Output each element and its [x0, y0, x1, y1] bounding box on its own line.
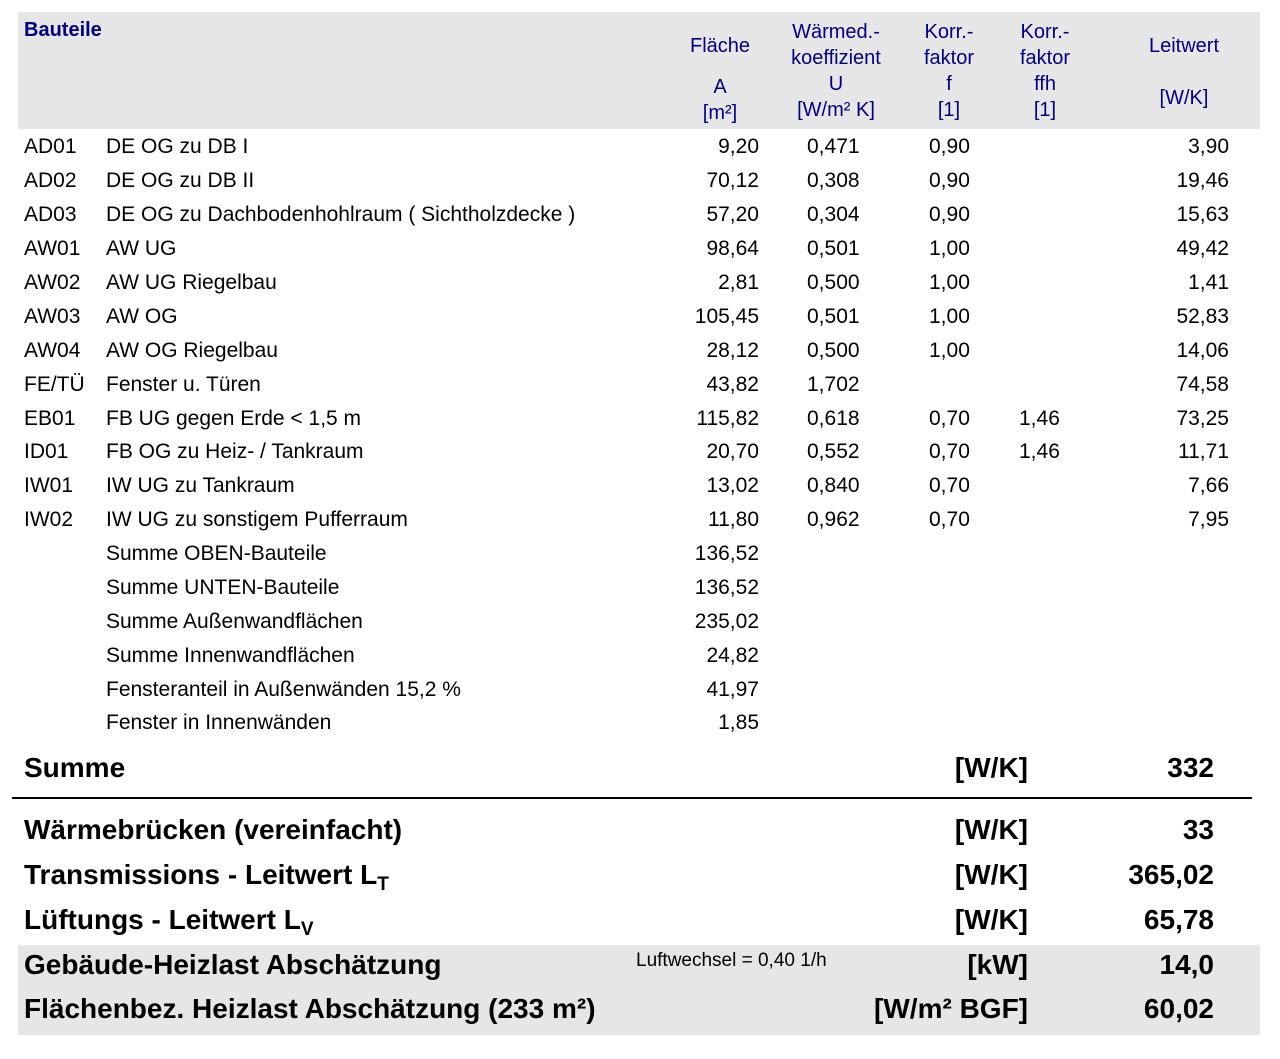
- flaechenbez-label: Flächenbez. Heizlast Abschätzung (233 m²): [24, 993, 596, 1024]
- lueftung-unit: [W/K]: [954, 904, 1028, 935]
- row-leitwert: 52,83: [1176, 305, 1229, 328]
- row-name: AW OG Riegelbau: [106, 339, 278, 362]
- lueftung-label: [24, 904, 314, 940]
- row-u: 0,552: [807, 440, 860, 463]
- row-f: 0,70: [929, 440, 970, 463]
- divider-line: [12, 797, 1252, 799]
- row-f: 0,90: [929, 135, 970, 158]
- row-code: IW01: [24, 474, 74, 497]
- row-f: 1,00: [929, 339, 970, 362]
- row-f: 1,00: [929, 305, 970, 328]
- header-f: [908, 19, 990, 123]
- row-leitwert: 15,63: [1176, 203, 1229, 226]
- header-ffh-symbol: ffh: [1034, 73, 1056, 95]
- row-u: 0,840: [807, 474, 860, 497]
- row-u: 0,501: [807, 237, 860, 260]
- row-u: 0,308: [807, 169, 860, 192]
- row-area: 9,20: [718, 135, 759, 158]
- row-ffh: 1,46: [1019, 440, 1060, 463]
- row-area: 2,81: [718, 271, 759, 294]
- row-leitwert: 7,95: [1188, 508, 1229, 531]
- row-leitwert: 7,66: [1188, 474, 1229, 497]
- header-u-label1: Wärmed.-: [792, 21, 880, 43]
- heizlast-label: Gebäude-Heizlast Abschätzung: [24, 949, 442, 980]
- row-f: 0,90: [929, 203, 970, 226]
- subtotal-area: 24,82: [706, 644, 759, 667]
- waermebruecken-unit: [W/K]: [954, 814, 1028, 845]
- row-leitwert: 49,42: [1176, 237, 1229, 260]
- row-leitwert: 11,71: [1178, 440, 1229, 463]
- row-code: AW03: [24, 305, 81, 328]
- row-area: 115,82: [696, 407, 759, 430]
- header-ffh-label2: faktor: [1019, 47, 1071, 69]
- subtotal-row: [0, 673, 1280, 707]
- row-u: 0,304: [807, 203, 860, 226]
- flaechenbez-value: 60,02: [1143, 993, 1214, 1024]
- subtotal-row: [0, 571, 1280, 605]
- row-code: AW02: [24, 271, 81, 294]
- row-code: AW01: [24, 237, 81, 260]
- header-f-label2: faktor: [923, 47, 975, 69]
- table-row: [0, 469, 1280, 503]
- row-code: AD01: [24, 135, 77, 158]
- table-row: [0, 435, 1280, 469]
- row-code: FE/TÜ: [24, 373, 85, 396]
- header-title: Bauteile: [24, 19, 102, 41]
- row-u: 0,500: [807, 339, 860, 362]
- subtotal-row: [0, 605, 1280, 639]
- row-name: IW UG zu sonstigem Pufferraum: [106, 508, 408, 531]
- row-area: 105,45: [694, 305, 759, 328]
- subtotal-row: [0, 639, 1280, 673]
- row-leitwert: 1,41: [1188, 271, 1229, 294]
- subtotal-area: 1,85: [718, 711, 759, 734]
- subtotal-name: Summe Innenwandflächen: [106, 644, 355, 667]
- row-name: DE OG zu DB II: [106, 169, 255, 192]
- row-name: AW UG Riegelbau: [106, 271, 277, 294]
- row-ffh: 1,46: [1019, 407, 1060, 430]
- row-name: IW UG zu Tankraum: [106, 474, 295, 497]
- row-u: 0,471: [807, 135, 860, 158]
- lueftung-value: 65,78: [1143, 904, 1214, 935]
- row-f: 0,70: [929, 407, 970, 430]
- row-area: 20,70: [706, 440, 759, 463]
- row-name: AW OG: [106, 305, 178, 328]
- table-row: [0, 232, 1280, 266]
- row-code: ID01: [24, 440, 69, 463]
- row-f: 0,90: [929, 169, 970, 192]
- transmission-label: [24, 859, 389, 895]
- subtotal-name: Summe OBEN-Bauteile: [106, 542, 327, 565]
- row-leitwert: 74,58: [1176, 373, 1229, 396]
- row-area: 57,20: [706, 203, 759, 226]
- header-f-label1: Korr.-: [924, 21, 974, 43]
- row-u: 0,500: [807, 271, 860, 294]
- row-u: 1,702: [807, 373, 860, 396]
- row-name: FB OG zu Heiz- / Tankraum: [106, 440, 364, 463]
- row-f: 0,70: [929, 508, 970, 531]
- header-u-unit: [W/m² K]: [797, 99, 875, 121]
- subtotal-name: Fenster in Innenwänden: [106, 711, 332, 734]
- subtotal-area: 136,52: [694, 576, 759, 599]
- transmission-value: 365,02: [1128, 859, 1214, 890]
- row-code: AD03: [24, 203, 77, 226]
- table-row: [0, 130, 1280, 164]
- row-area: 43,82: [706, 373, 759, 396]
- header-ffh: [1004, 19, 1086, 123]
- header-f-unit: [1]: [937, 99, 961, 121]
- row-name: DE OG zu Dachbodenhohlraum ( Sichtholzdecke ): [106, 203, 576, 226]
- table-row: [0, 334, 1280, 368]
- waermebruecken-value: 33: [1182, 814, 1214, 845]
- header-leitwert: [1126, 33, 1242, 111]
- subtotal-area: 136,52: [694, 542, 759, 565]
- row-code: IW02: [24, 508, 74, 531]
- header-leitwert-label: Leitwert: [1148, 35, 1220, 57]
- header-area-unit: [m²]: [702, 102, 738, 124]
- row-code: AD02: [24, 169, 77, 192]
- row-u: 0,962: [807, 508, 860, 531]
- subtotal-area: 41,97: [706, 678, 759, 701]
- row-leitwert: 19,46: [1176, 169, 1229, 192]
- subtotal-row: [0, 537, 1280, 571]
- table-row: [0, 198, 1280, 232]
- subtotal-name: Summe UNTEN-Bauteile: [106, 576, 340, 599]
- transmission-label-text: Transmissions - Leitwert L: [24, 859, 378, 890]
- row-name: FB UG gegen Erde < 1,5 m: [106, 407, 362, 430]
- subtotal-name: Fensteranteil in Außenwänden 15,2 %: [106, 678, 461, 701]
- luftwechsel-note: Luftwechsel = 0,40 1/h: [636, 950, 827, 971]
- row-code: AW04: [24, 339, 81, 362]
- header-u-symbol: U: [828, 73, 844, 95]
- row-area: 70,12: [706, 169, 759, 192]
- row-u: 0,618: [807, 407, 860, 430]
- header-ffh-unit: [1]: [1033, 99, 1057, 121]
- table-row: [0, 368, 1280, 402]
- header-ffh-label1: Korr.-: [1020, 21, 1070, 43]
- heizlast-unit: [kW]: [967, 949, 1028, 980]
- transmission-subscript: T: [377, 874, 389, 895]
- row-area: 11,80: [708, 508, 759, 531]
- row-code: EB01: [24, 407, 76, 430]
- table-row: [0, 266, 1280, 300]
- transmission-unit: [W/K]: [954, 859, 1028, 890]
- row-name: Fenster u. Türen: [106, 373, 261, 396]
- row-u: 0,501: [807, 305, 860, 328]
- row-f: 1,00: [929, 237, 970, 260]
- subtotal-name: Summe Außenwandflächen: [106, 610, 363, 633]
- header-area-label: Fläche: [689, 35, 751, 57]
- row-name: DE OG zu DB I: [106, 135, 249, 158]
- summe-unit: [W/K]: [954, 752, 1028, 783]
- table-row: [0, 402, 1280, 436]
- header-area-symbol: A: [713, 76, 727, 98]
- header-area: [670, 33, 770, 126]
- lueftung-label-text: Lüftungs - Leitwert L: [24, 904, 301, 935]
- table-row: [0, 164, 1280, 198]
- row-area: 13,02: [706, 474, 759, 497]
- subtotal-row: [0, 706, 1280, 740]
- heizlast-value: 14,0: [1159, 949, 1214, 980]
- row-area: 28,12: [706, 339, 759, 362]
- flaechenbez-unit: [W/m² BGF]: [874, 993, 1028, 1024]
- table-row: [0, 503, 1280, 537]
- summe-label: Summe: [24, 752, 126, 783]
- row-leitwert: 14,06: [1176, 339, 1229, 362]
- row-leitwert: 73,25: [1176, 407, 1229, 430]
- waermebruecken-label: Wärmebrücken (vereinfacht): [24, 814, 403, 845]
- header-u-label2: koeffizient: [791, 47, 881, 69]
- row-leitwert: 3,90: [1188, 135, 1229, 158]
- subtotal-area: 235,02: [694, 610, 759, 633]
- row-name: AW UG: [106, 237, 177, 260]
- header-f-symbol: f: [946, 73, 952, 95]
- row-area: 98,64: [706, 237, 759, 260]
- lueftung-subscript: V: [300, 919, 314, 940]
- header-u: [772, 19, 900, 123]
- row-f: 1,00: [929, 271, 970, 294]
- summe-value: 332: [1167, 752, 1214, 783]
- header-leitwert-unit: [W/K]: [1159, 87, 1209, 109]
- row-f: 0,70: [929, 474, 970, 497]
- table-row: [0, 300, 1280, 334]
